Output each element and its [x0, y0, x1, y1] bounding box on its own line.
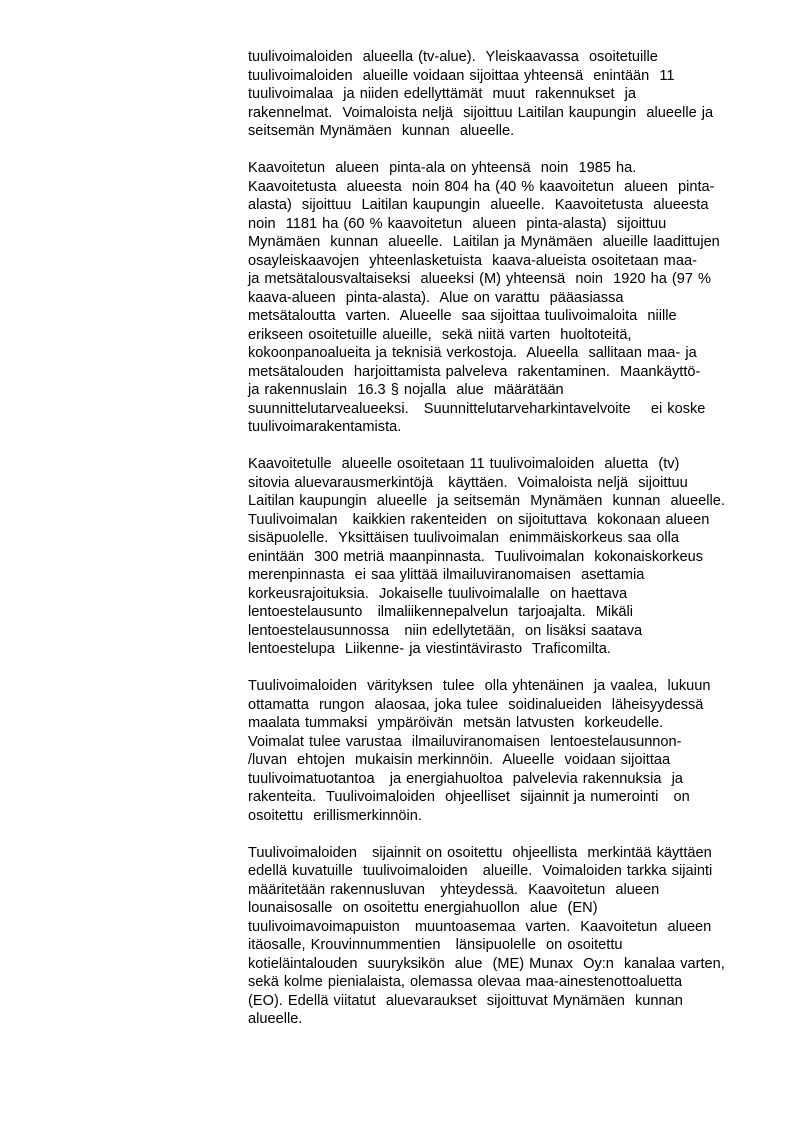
- paragraph-turbine-areas: [248, 455, 768, 659]
- paragraph-tv-area: [248, 48, 768, 141]
- text-line: rakennelmat. Voimaloista neljä sijoittuu Laitilan kaupungin alueelle ja: [248, 104, 714, 121]
- text-line: tuulivoimarakentamista.: [248, 419, 402, 435]
- text-line: kokoonpanoalueita ja teknisiä verkostoja. Alueella sallitaan maa- ja: [248, 345, 697, 361]
- text-line: metsätaloutta varten. Alueelle saa sijoittaa tuulivoimaloita niille: [248, 308, 677, 324]
- text-line: Laitilan kaupungin alueelle ja seitsemän Mynämäen kunnan alueelle.: [248, 493, 725, 509]
- text-line: osayleiskaavojen yhteenlasketuista kaava-alueista osoitetaan maa-: [248, 252, 697, 269]
- text-line: korkeusrajoituksia. Jokaiselle tuulivoimalalle on haettava: [248, 585, 628, 602]
- text-line: kotieläintalouden suuryksikön alue (ME) Munax Oy:n kanalaa varten,: [248, 955, 725, 972]
- text-line: rakenteita. Tuulivoimaloiden ohjeelliset sijainnit ja numerointi on: [248, 789, 690, 805]
- text-line: tuulivoimaloiden alueille voidaan sijoittaa yhteensä enintään 11: [248, 67, 675, 84]
- text-line: tuulivoimaloiden alueella (tv-alue). Yleiskaavassa osoitetuille: [248, 49, 658, 65]
- text-line: alasta) sijoittuu Laitilan kaupungin alueelle. Kaavoitetusta alueesta: [248, 197, 709, 213]
- text-line: Kaavoitetusta alueesta noin 804 ha (40 % kaavoitetun alueen pinta-: [248, 178, 715, 195]
- text-line: sisäpuolelle. Yksittäisen tuulivoimalan enimmäiskorkeus saa olla: [248, 530, 679, 546]
- text-line: kaava-alueen pinta-alasta). Alue on varattu pääasiassa: [248, 289, 624, 306]
- document-body: [248, 48, 768, 1047]
- text-line: tuulivoimavoimapuiston muuntoasemaa varten. Kaavoitetun alueen: [248, 918, 712, 935]
- text-line: lentoestelausunto ilmaliikennepalvelun tarjoajalta. Mikäli: [248, 604, 634, 620]
- text-line: merenpinnasta ei saa ylittää ilmailuviranomaisen asettamia: [248, 567, 645, 583]
- text-line: suunnittelutarvealueeksi. Suunnittelutarveharkintavelvoite ei koske: [248, 400, 706, 417]
- text-line: metsätalouden harjoittamista palveleva rakentaminen. Maankäyttö-: [248, 363, 701, 380]
- text-line: lounaisosalle on osoitettu energiahuollon alue (EN): [248, 900, 598, 916]
- text-line: enintään 300 metriä maanpinnasta. Tuulivoimalan kokonaiskorkeus: [248, 548, 703, 565]
- text-line: maalata tummaksi ympäröivän metsän latvusten korkeudelle.: [248, 715, 664, 731]
- text-line: itäosalle, Krouvinnummentien länsipuolelle on osoitettu: [248, 937, 623, 953]
- text-line: noin 1181 ha (60 % kaavoitetun alueen pinta-alasta) sijoittuu: [248, 215, 667, 232]
- text-line: sitovia aluevarausmerkintöjä käyttäen. Voimaloista neljä sijoittuu: [248, 474, 688, 491]
- text-line: Voimalat tulee varustaa ilmailuviranomaisen lentoestelausunnon-: [248, 733, 682, 750]
- text-line: /luvan ehtojen mukaisin merkinnöin. Alueelle voidaan sijoittaa: [248, 752, 671, 768]
- text-line: tuulivoimatuotantoa ja energiahuoltoa palvelevia rakennuksia ja: [248, 770, 683, 787]
- text-line: Kaavoitetun alueen pinta-ala on yhteensä noin 1985 ha.: [248, 160, 637, 176]
- text-line: Tuulivoimalan kaikkien rakenteiden on sijoituttava kokonaan alueen: [248, 511, 710, 528]
- text-line: alueelle.: [248, 1011, 303, 1027]
- text-line: lentoestelausunnossa niin edellytetään, on lisäksi saatava: [248, 622, 643, 639]
- paragraph-area-size: [248, 159, 768, 437]
- text-line: tuulivoimalaa ja niiden edellyttämät muut rakennukset ja: [248, 86, 637, 102]
- text-line: ja metsätalousvaltaiseksi alueeksi (M) yhteensä noin 1920 ha (97 %: [248, 271, 712, 287]
- text-line: Tuulivoimaloiden värityksen tulee olla yhtenäinen ja vaalea, lukuun: [248, 678, 711, 694]
- text-line: erikseen osoitetuille alueille, sekä niitä varten huoltoteitä,: [248, 326, 632, 343]
- text-line: määritetään rakennusluvan yhteydessä. Kaavoitetun alueen: [248, 881, 660, 898]
- text-line: sekä kolme pienialaista, olemassa olevaa maa-ainestenottoaluetta: [248, 974, 683, 990]
- text-line: lentoestelupa Liikenne- ja viestintävirasto Traficomilta.: [248, 641, 611, 657]
- text-line: Kaavoitetulle alueelle osoitetaan 11 tuulivoimaloiden aluetta (tv): [248, 456, 680, 472]
- paragraph-locations: [248, 844, 768, 1029]
- text-line: osoitettu erillismerkinnöin.: [248, 807, 422, 824]
- text-line: Tuulivoimaloiden sijainnit on osoitettu ohjeellista merkintää käyttäen: [248, 844, 712, 861]
- text-line: Mynämäen kunnan alueelle. Laitilan ja Mynämäen alueille laadittujen: [248, 234, 720, 250]
- text-line: seitsemän Mynämäen kunnan alueelle.: [248, 123, 515, 139]
- paragraph-coloring: [248, 677, 768, 825]
- text-line: ja rakennuslain 16.3 § nojalla alue määrätään: [248, 382, 564, 398]
- text-line: (EO). Edellä viitatut aluevaraukset sijoittuvat Mynämäen kunnan: [248, 992, 683, 1009]
- text-line: edellä kuvatuille tuulivoimaloiden alueille. Voimaloiden tarkka sijainti: [248, 863, 713, 879]
- text-line: ottamatta rungon alaosaa, joka tulee soidinalueiden läheisyydessä: [248, 696, 704, 713]
